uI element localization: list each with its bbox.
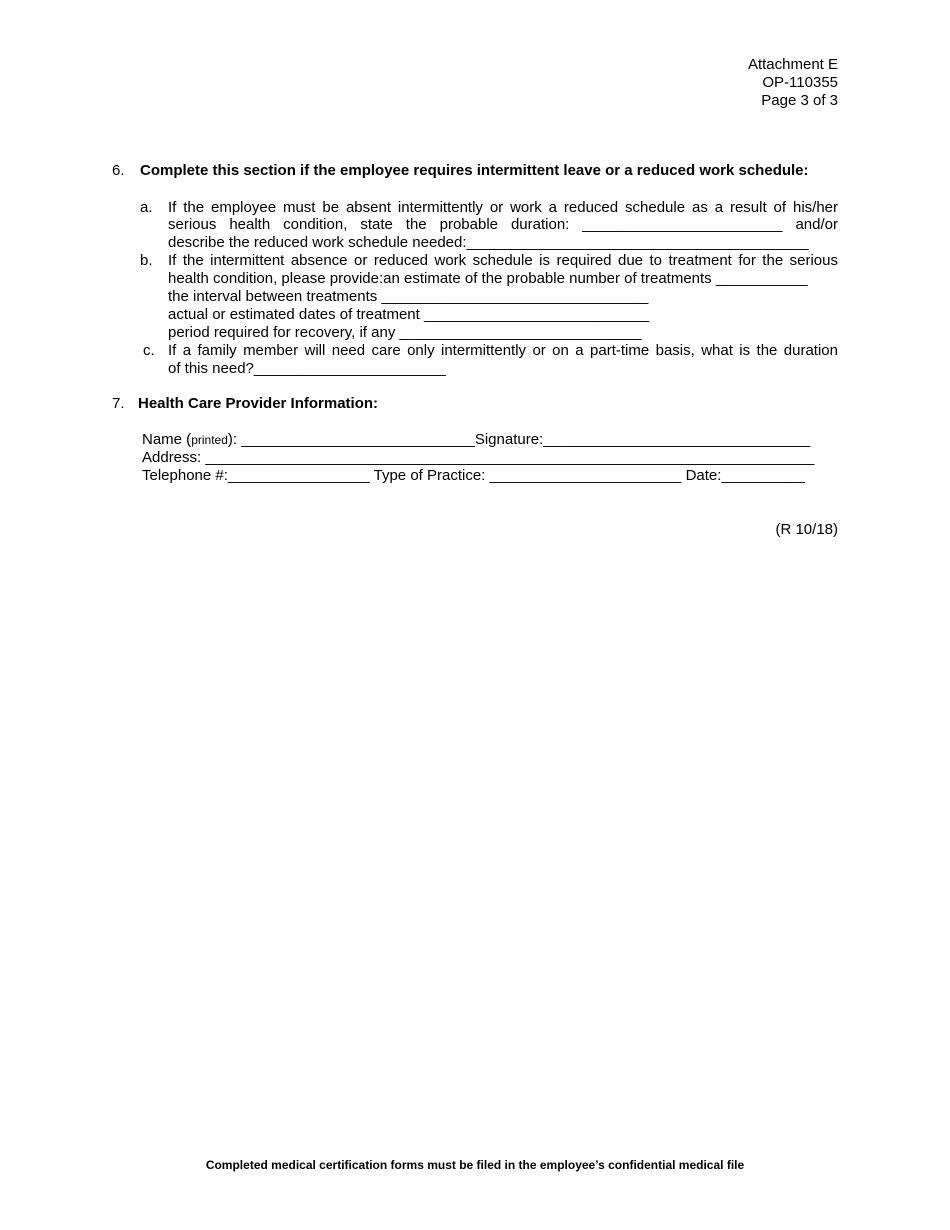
section-7-title: Health Care Provider Information:	[138, 395, 379, 412]
signature-field[interactable]: ________________________________	[543, 431, 811, 448]
item-a-line-1: If the employee must be absent intermittently or work a reduced schedule as a result of his/her	[168, 199, 838, 216]
telephone-label: Telephone #:	[142, 467, 228, 484]
name-label-printed: printed	[191, 433, 228, 447]
section-6-number: 6.	[112, 162, 125, 179]
name-label-start: Name (	[142, 431, 192, 448]
provider-phone-row	[142, 467, 805, 485]
attachment-label: Attachment E	[747, 56, 838, 73]
section-7-number: 7.	[112, 395, 125, 412]
provider-address-row	[142, 449, 814, 467]
practice-field[interactable]: _______________________	[485, 467, 682, 484]
item-c-marker: c.	[143, 342, 155, 359]
section-6-title: Complete this section if the employee requires intermittent leave or a reduced work schedule:	[140, 162, 809, 179]
address-field[interactable]: _________________________________________________________________________	[201, 449, 815, 466]
item-b-line-3: the interval between treatments ________________________________	[168, 288, 649, 305]
practice-label: Type of Practice:	[369, 467, 486, 484]
date-label: Date:	[681, 467, 722, 484]
form-number: OP-110355	[762, 74, 838, 91]
telephone-field[interactable]: _________________	[227, 467, 370, 484]
signature-label: Signature:	[474, 431, 544, 448]
item-c-line-1: If a family member will need care only intermittently or on a part-time basis, what is the duration	[168, 342, 838, 359]
item-b-marker: b.	[140, 252, 153, 269]
name-label-end: ):	[227, 431, 238, 448]
document-header	[748, 56, 838, 110]
item-a-line-3: describe the reduced work schedule needed:_________________________________________	[168, 234, 809, 251]
item-a-marker: a.	[140, 199, 153, 216]
revision-code: (R 10/18)	[775, 521, 838, 538]
page-number: Page 3 of 3	[761, 92, 838, 109]
item-a-line-2: serious health condition, state the probable duration: ________________________ and/or	[168, 216, 838, 233]
item-b-line-2: health condition, please provide:an estimate of the probable number of treatments ___________	[168, 270, 808, 287]
item-c-line-2: of this need?_______________________	[168, 360, 446, 377]
item-b-line-5: period required for recovery, if any _____________________________	[168, 324, 642, 341]
address-label: Address:	[142, 449, 202, 466]
item-b-line-1: If the intermittent absence or reduced work schedule is required due to treatment for the serious	[168, 252, 838, 269]
date-field[interactable]: __________	[721, 467, 805, 484]
footer-note: Completed medical certification forms must be filed in the employee’s confidential medical file	[205, 1158, 745, 1172]
item-b-line-4: actual or estimated dates of treatment ___________________________	[168, 306, 650, 323]
name-field[interactable]: ____________________________	[237, 431, 475, 448]
provider-name-row	[142, 431, 810, 449]
